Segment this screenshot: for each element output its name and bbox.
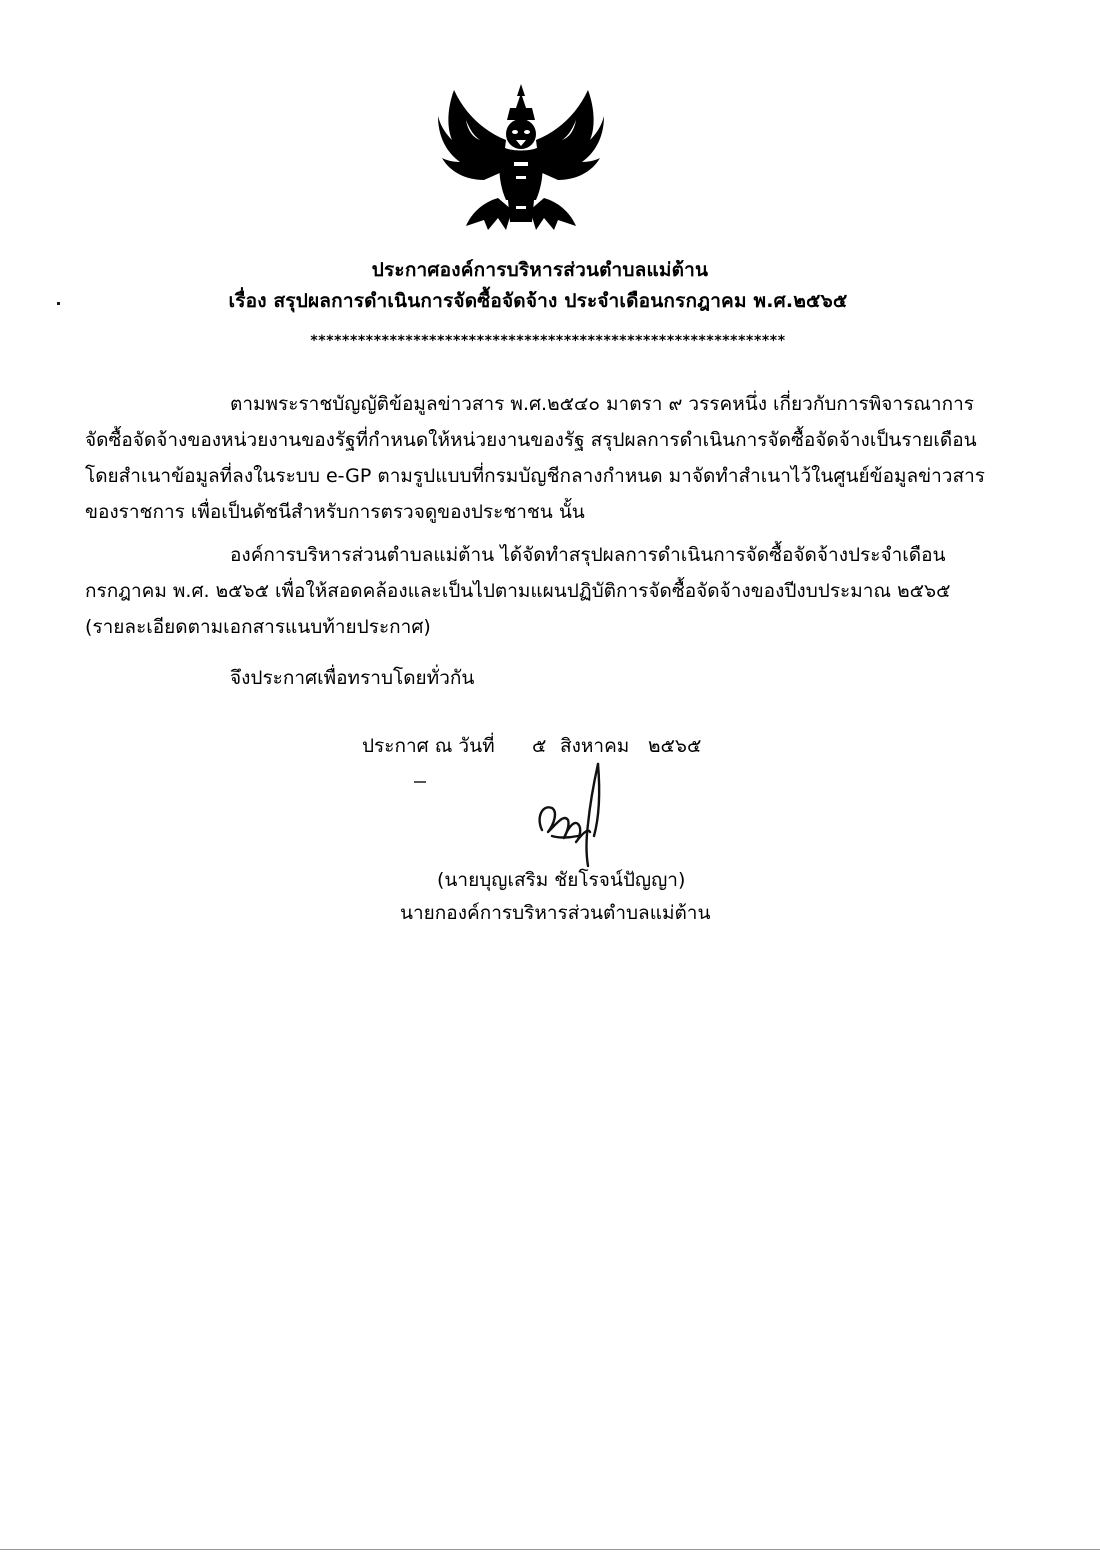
scan-dot [57,302,60,305]
closing-statement: จึงประกาศเพื่อทราบโดยทั่วกัน [230,667,475,689]
signatory-name: (นายบุญเสริม ชัยโรจน์ปัญญา) [437,869,686,891]
paragraph-2-line-2: กรกฎาคม พ.ศ. ๒๕๖๕ เพื่อให้สอดคล้องและเป็นไปตามแผนปฏิบัติการจัดซื้อจัดจ้างของปีงบประมาณ ๒๕๖๕ [85,580,951,602]
scan-edge [0,1549,1100,1550]
paragraph-2-line-3: (รายละเอียดตามเอกสารแนบท้ายประกาศ) [85,616,431,638]
announcement-title: ประกาศองค์การบริหารส่วนตำบลแม่ต้าน [371,259,709,281]
signatory-position: นายกองค์การบริหารส่วนตำบลแม่ต้าน [400,902,711,924]
separator-line: ************************************************************ [310,333,786,349]
handwritten-signature [528,758,628,870]
date-label: ประกาศ ณ วันที่ [362,735,495,757]
paragraph-1-line-2: จัดซื้อจัดจ้างของหน่วยงานของรัฐที่กำหนดให้หน่วยงานของรัฐ สรุปผลการดำเนินการจัดซื้อจัดจ้างเป็นรายเดือน [85,429,977,451]
date-year: ๒๕๖๕ [648,735,702,757]
paragraph-1-line-4: ของราชการ เพื่อเป็นดัชนีสำหรับการตรวจดูของประชาชน นั้น [85,501,585,523]
date-day: ๕ [532,735,547,757]
scan-mark [414,781,426,783]
date-month: สิงหาคม [560,735,630,757]
announcement-subject: เรื่อง สรุปผลการดำเนินการจัดซื้อจัดจ้าง ประจำเดือนกรกฎาคม พ.ศ.๒๕๖๕ [228,290,848,312]
paragraph-2-line-1: องค์การบริหารส่วนตำบลแม่ต้าน ได้จัดทำสรุปผลการดำเนินการจัดซื้อจัดจ้างประจำเดือน [230,544,946,566]
garuda-emblem [436,80,606,238]
paragraph-1-line-1: ตามพระราชบัญญัติข้อมูลข่าวสาร พ.ศ.๒๕๔๐ มาตรา ๙ วรรคหนึ่ง เกี่ยวกับการพิจารณาการ [230,393,974,415]
paragraph-1-line-3: โดยสำเนาข้อมูลที่ลงในระบบ e-GP ตามรูปแบบที่กรมบัญชีกลางกำหนด มาจัดทำสำเนาไว้ในศูนย์ข้อมูลข่าวสาร [85,465,985,487]
